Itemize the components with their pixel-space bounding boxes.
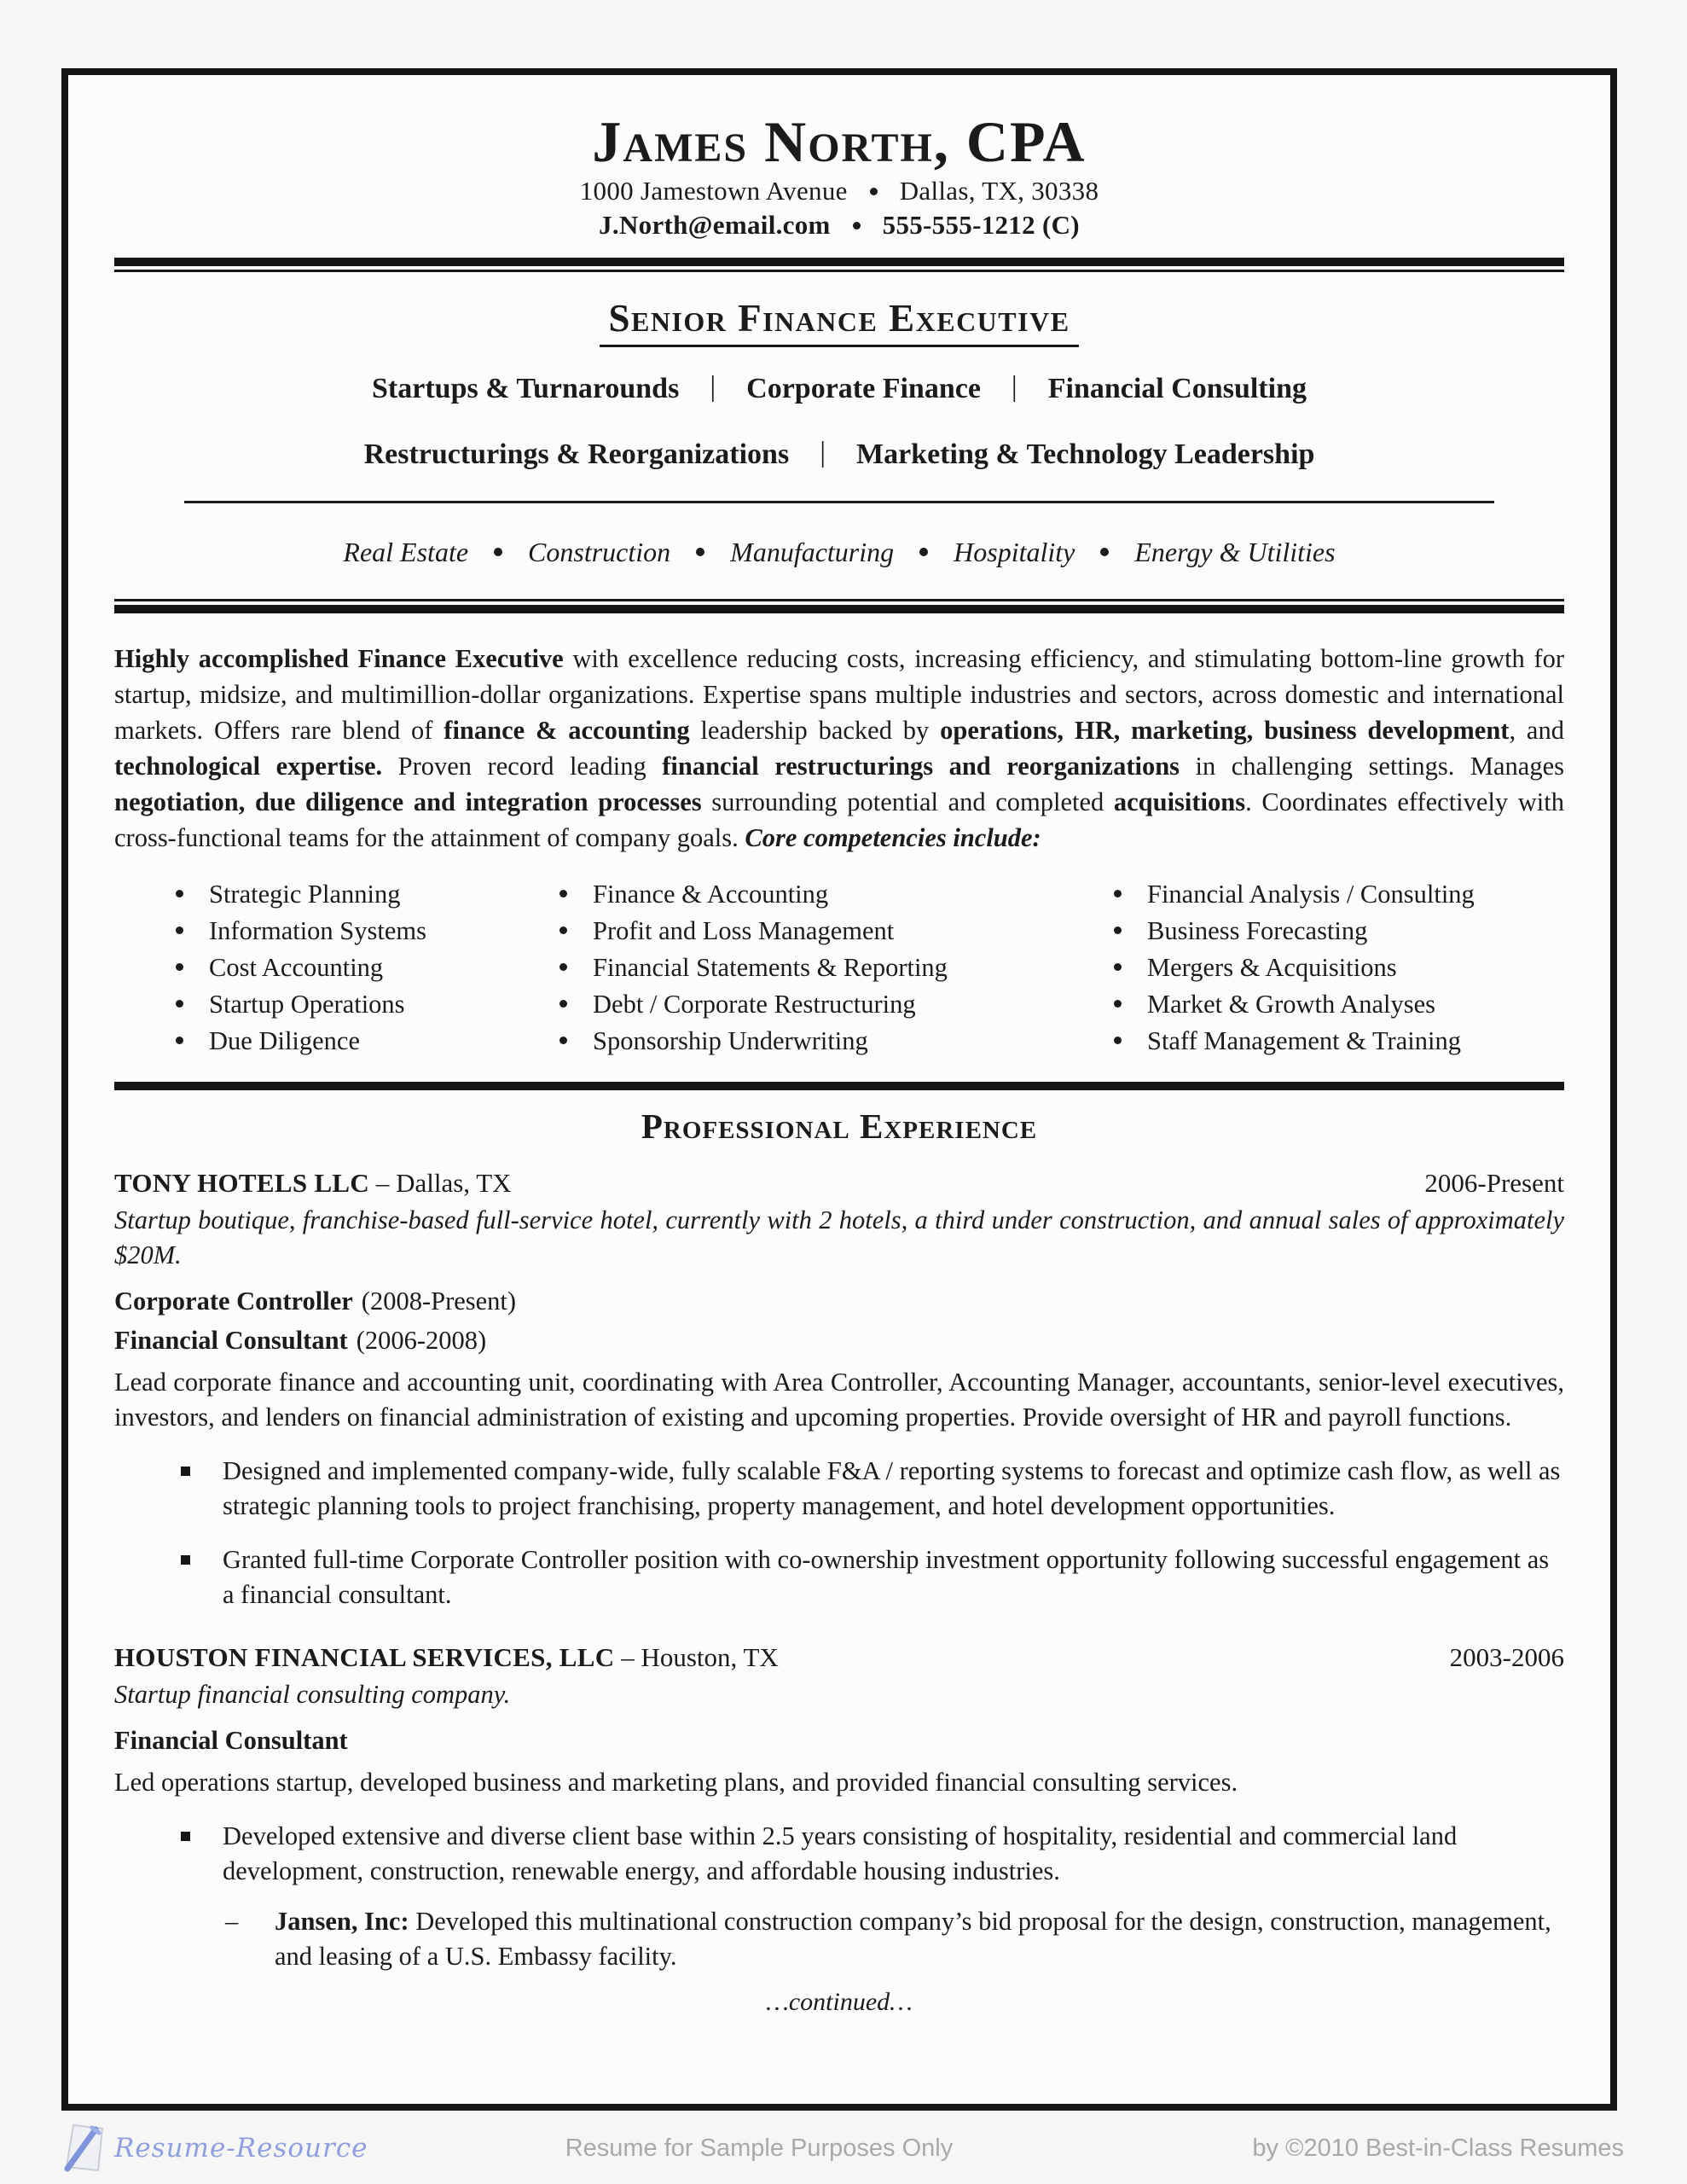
job-header — [114, 1164, 1564, 1203]
thin-divider — [184, 501, 1494, 503]
bullet-icon — [1114, 890, 1122, 897]
bullet-icon — [176, 1000, 183, 1008]
tagline-item: Startups & Turnarounds — [372, 372, 680, 404]
job-paragraph: Led operations startup, developed business and marketing plans, and provided financial consulting services. — [114, 1767, 1238, 1797]
resume-resource-logo[interactable] — [61, 2121, 368, 2175]
pipe-separator: | — [710, 370, 716, 403]
skill-label: Information Systems — [209, 915, 426, 945]
role-list — [114, 1281, 1564, 1360]
job-header — [114, 1638, 1564, 1677]
contact-line — [114, 208, 1564, 242]
job-dates: 2003-2006 — [1449, 1641, 1564, 1672]
company-description: Startup financial consulting company. — [114, 1679, 511, 1709]
company-name: TONY HOTELS LLC — [114, 1167, 370, 1198]
role-title: Corporate Controller — [114, 1286, 353, 1316]
job-paragraph: Lead corporate finance and accounting unit, coordinating with Area Controller, Accounting Manager, accountants, senior-level executives, investors, and lenders on financial administration of existing and upcoming properties. Provide oversight of HR and payroll functions. — [114, 1367, 1564, 1432]
footer — [61, 2121, 1624, 2175]
experience-divider — [114, 1082, 1564, 1090]
phone-text: 555-555-1212 (C) — [882, 210, 1080, 241]
bullet-icon — [1114, 1000, 1122, 1008]
skill-label: Financial Statements & Reporting — [593, 952, 948, 982]
continued-note: …continued… — [766, 1987, 913, 2016]
skill-label: Debt / Corporate Restructuring — [593, 989, 916, 1019]
skill-label: Profit and Loss Management — [593, 915, 895, 945]
bullet-icon — [559, 963, 567, 971]
job-company-line — [114, 1638, 779, 1677]
bullet-icon — [1114, 1037, 1122, 1044]
industry-item: Construction — [528, 536, 671, 567]
square-bullet-icon — [181, 1555, 190, 1565]
footer-center-text: Resume for Sample Purposes Only — [565, 2134, 954, 2162]
skill-label: Startup Operations — [209, 989, 405, 1019]
company-description: Startup boutique, franchise-based full-service hotel, currently with 2 hotels, a third under construction, and annual sales of approximately $20M. — [114, 1205, 1564, 1269]
skill-label: Mergers & Acquisitions — [1147, 952, 1397, 982]
bullet-separator-icon — [1100, 548, 1109, 556]
skill-item — [559, 1023, 1114, 1060]
sub-bullet-text: Jansen, Inc: Developed this multinational construction company’s bid proposal for the design, construction, management, and leasing of a U.S. Embassy facility. — [275, 1906, 1551, 1971]
skill-item — [559, 913, 1114, 950]
logo-text: Resume-Resource — [114, 2133, 368, 2164]
address-city: Dallas, TX, 30338 — [899, 176, 1099, 206]
title-block — [114, 272, 1564, 599]
tagline-row-2 — [114, 430, 1564, 479]
divider-bar — [114, 605, 1564, 613]
skill-item — [1114, 913, 1564, 950]
footer-copyright-text: by ©2010 Best-in-Class Resumes — [1252, 2134, 1624, 2162]
skill-label: Cost Accounting — [209, 952, 384, 982]
skill-label: Staff Management & Training — [1147, 1025, 1461, 1055]
skills-column-3 — [1114, 876, 1564, 1060]
industry-item: Hospitality — [954, 536, 1075, 567]
bullet-icon — [559, 890, 567, 897]
divider-bar — [114, 258, 1564, 266]
square-bullet-icon — [181, 1467, 190, 1476]
skill-item — [1114, 986, 1564, 1023]
industry-item: Energy & Utilities — [1134, 536, 1336, 567]
job-company-line — [114, 1164, 512, 1203]
summary-paragraph: Highly accomplished Finance Executive with excellence reducing costs, increasing efficiency, and stimulating bottom-line growth for startup, midsize, and multimillion-dollar organizations. Expertise spans multiple industries and sectors, across domestic and international markets. Offers rare blend of finance & accounting leadership backed by operations, HR, marketing, business development, and technological expertise. Proven record leading financial restructurings and reorganizations in challenging settings. Manages negotiation, due diligence and integration processes surrounding potential and completed acquisitions. Coordinates effectively with cross-functional teams for the attainment of company goals. Core competencies include: — [114, 643, 1565, 852]
skill-item — [559, 876, 1114, 913]
skill-label: Market & Growth Analyses — [1147, 989, 1435, 1019]
bullet-separator-icon — [853, 222, 861, 229]
bullet-icon — [1114, 926, 1122, 934]
skill-label: Financial Analysis / Consulting — [1147, 879, 1475, 909]
tagline-item: Marketing & Technology Leadership — [856, 438, 1315, 470]
skill-item — [559, 950, 1114, 986]
skill-item — [176, 913, 559, 950]
pipe-separator: | — [820, 436, 826, 468]
industry-item: Real Estate — [343, 536, 469, 567]
role-line — [114, 1721, 1564, 1760]
resume-page — [61, 68, 1617, 2111]
role-dates: (2006-2008) — [356, 1325, 487, 1355]
skills-column-1 — [176, 876, 559, 1060]
skill-label: Business Forecasting — [1147, 915, 1368, 945]
skills-column-2 — [559, 876, 1114, 1060]
bullet-separator-icon — [870, 188, 878, 195]
job-dates: 2006-Present — [1424, 1167, 1564, 1198]
skill-item — [176, 1023, 559, 1060]
email-text: J.North@email.com — [599, 210, 831, 241]
bullet-icon — [176, 890, 183, 897]
resume-name: James North, CPA — [592, 109, 1087, 174]
tagline-item: Corporate Finance — [746, 372, 981, 404]
skill-item — [1114, 876, 1564, 913]
industry-item: Manufacturing — [730, 536, 895, 567]
role-title: Financial Consultant — [114, 1325, 348, 1355]
bullet-separator-icon — [919, 548, 928, 556]
bullet-separator-icon — [696, 548, 704, 556]
bullet-item — [114, 1819, 1564, 1889]
bullet-text: Designed and implemented company-wide, fully scalable F&A / reporting systems to forecast and optimize cash flow, as well as strategic planning tools to project franchising, property management, and hotel development opportunities. — [223, 1455, 1561, 1520]
skill-label: Sponsorship Underwriting — [593, 1025, 868, 1055]
skill-label: Due Diligence — [209, 1025, 360, 1055]
header-divider — [114, 258, 1564, 272]
industries-line — [114, 534, 1564, 570]
role-list — [114, 1721, 1564, 1760]
bullet-icon — [559, 926, 567, 934]
role-dates: (2008-Present) — [361, 1286, 517, 1316]
bullet-icon — [176, 1037, 183, 1044]
job-entry — [114, 1164, 1564, 1612]
role-title: Financial Consultant — [114, 1725, 348, 1755]
bullet-text: Granted full-time Corporate Controller position with co-ownership investment opportunity following successful engagement as a financial consultant. — [223, 1544, 1550, 1609]
skill-label: Finance & Accounting — [593, 879, 829, 909]
pen-paper-icon — [61, 2121, 109, 2175]
company-name: HOUSTON FINANCIAL SERVICES, LLC — [114, 1641, 615, 1672]
tagline-item: Financial Consulting — [1047, 372, 1307, 404]
tagline-row-1 — [114, 364, 1564, 413]
square-bullet-icon — [181, 1832, 190, 1841]
job-entry — [114, 1638, 1564, 1974]
bullet-icon — [176, 963, 183, 971]
bullet-item — [114, 1454, 1564, 1524]
company-location: – Dallas, TX — [375, 1167, 512, 1198]
pipe-separator: | — [1011, 370, 1017, 403]
sub-bullet-item — [225, 1904, 1564, 1974]
skill-item — [176, 950, 559, 986]
bullet-item — [114, 1542, 1564, 1612]
headline-title: Senior Finance Executive — [600, 298, 1078, 347]
experience-heading: Professional Experience — [641, 1106, 1038, 1146]
company-location: – Houston, TX — [621, 1641, 779, 1672]
section-divider-top — [114, 599, 1564, 613]
dash-icon: – — [225, 1906, 239, 1936]
address-line — [114, 174, 1564, 208]
bullet-icon — [176, 926, 183, 934]
address-street: 1000 Jamestown Avenue — [579, 176, 848, 206]
skill-item — [1114, 950, 1564, 986]
tagline-item: Restructurings & Reorganizations — [363, 438, 790, 470]
skill-item — [176, 876, 559, 913]
role-line — [114, 1321, 1564, 1360]
bullet-icon — [559, 1037, 567, 1044]
skill-item — [1114, 1023, 1564, 1060]
skill-item — [559, 986, 1114, 1023]
role-line — [114, 1281, 1564, 1321]
skill-item — [176, 986, 559, 1023]
bullet-icon — [559, 1000, 567, 1008]
bullet-icon — [1114, 963, 1122, 971]
bullet-separator-icon — [494, 548, 502, 556]
skill-label: Strategic Planning — [209, 879, 401, 909]
skills-list — [114, 876, 1564, 1060]
bullet-text: Developed extensive and diverse client base within 2.5 years consisting of hospitality, residential and commercial land development, construction, renewable energy, and affordable housing industries. — [223, 1821, 1458, 1885]
